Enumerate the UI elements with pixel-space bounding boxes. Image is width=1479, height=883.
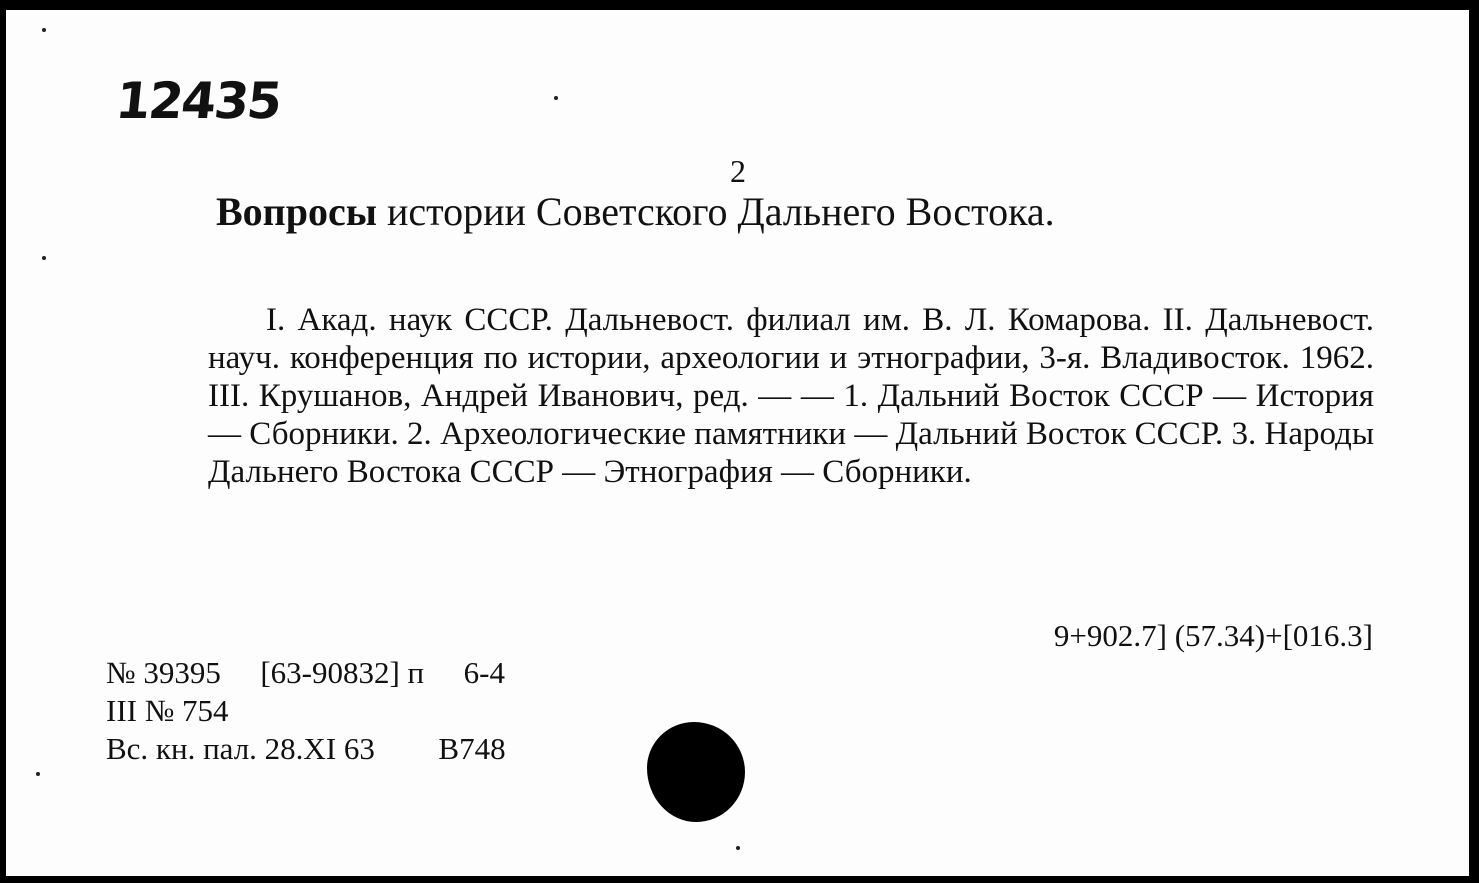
card-title: [216, 188, 1055, 235]
handwritten-accession-number: 12435: [112, 72, 284, 130]
format-code: 6-4: [463, 655, 505, 690]
punch-hole: [647, 722, 745, 822]
card-number: 2: [730, 153, 746, 189]
speck: [42, 28, 46, 32]
speck: [554, 96, 558, 100]
order-number: [63-90832] п: [260, 655, 425, 690]
chamber-date: Вс. кн. пал. 28.XI 63: [106, 731, 375, 766]
classification-index: 9+902.7] (57.34)+[016.3]: [1053, 618, 1373, 653]
speck: [736, 846, 740, 850]
inventory-block: [106, 654, 506, 768]
speck: [42, 256, 46, 260]
inventory-line-3: [106, 730, 506, 768]
inventory-number: № 39395: [106, 655, 221, 690]
title-rest: истории Советского Дальнего Востока.: [386, 189, 1055, 234]
inventory-line-1: [106, 654, 506, 692]
inventory-line-2: III № 754: [106, 693, 229, 728]
title-first-word: Вопросы: [216, 189, 377, 234]
card-annotation: I. Акад. наук СССР. Дальневост. филиал им. В. Л. Комарова. II. Дальневост. науч. конференция по истории, археологии и этнографии, 3-я. Владивосток. 1962. III. Крушанов, Андрей Иванович, ред. — — 1. Дальний Восток СССР — История — Сборники. 2. Археологические памятники — Дальний Восток СССР. 3. Народы Дальнего Востока СССР — Этнография — Сборники.: [208, 302, 1374, 490]
speck: [36, 772, 40, 776]
catalog-card: [6, 10, 1469, 876]
chamber-code: В748: [438, 731, 506, 766]
